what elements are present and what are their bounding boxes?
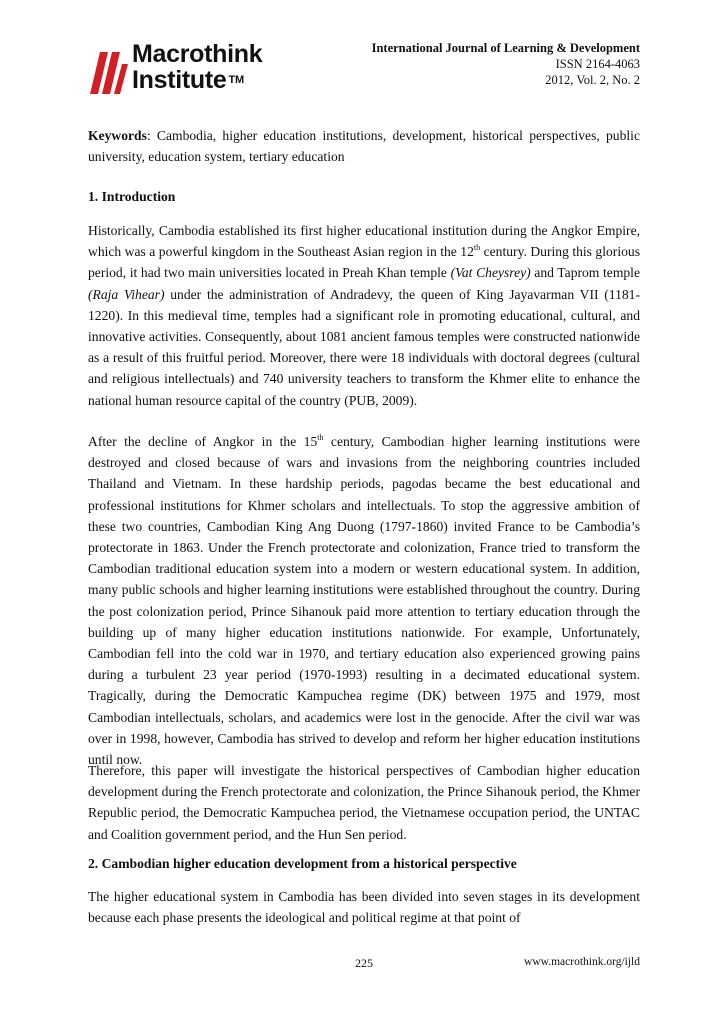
paragraph-1 (88, 220, 640, 411)
section-heading-2: 2. Cambodian higher education development from a historical perspective (88, 856, 517, 871)
journal-issn: ISSN 2164-4063 (555, 57, 640, 71)
p2-superscript: th (317, 433, 324, 442)
paragraph-3: Therefore, this paper will investigate the historical perspectives of Cambodian higher education development during the French protectorate and colonization, the Prince Sihanouk period, the Khmer Republic period, the Democratic Kampuchea period, the Vietnamese occupation period, the UNTAC and Coalition government period, and the Hun Sen period. (88, 763, 640, 842)
logo-line1: Macrothink (132, 40, 263, 68)
journal-issue: 2012, Vol. 2, No. 2 (545, 73, 640, 87)
p2-text-a: After the decline of Angkor in the 15 (88, 434, 318, 449)
page-number: 225 (355, 956, 373, 970)
p2-text-b: century, Cambodian higher learning institutions were destroyed and closed because of wars and invasions from the neighboring countries included Thailand and Vietnam. In these hardship periods, pagodas became the best educational and professional institutions for Khmer scholars and intellectuals. To stop the aggressive ambition of these two countries, Cambodian King Ang Duong (1797-1860) invited France to be Cambodia’s protectorate in 1863. Under the French protectorate and colonization, France tried to transform the Cambodian traditional education system into a modern or western educational system. In addition, many public schools and higher learning institutions were established throughout the country. During the post colonization period, Prince Sihanouk paid more attention to tertiary education through the building up of many higher education institutions nationwide. For example, Unfortunately, Cambodian fell into the cold war in 1970, and tertiary education also experienced growing pains during a turbulent 23 year period (1970-1993) resulting in a decimated educational system. Tragically, during the Democratic Kampuchea regime (DK) between 1975 and 1979, most Cambodian intellectuals, scholars, and academics were lost in the genocide. After the civil war was over in 1998, however, Cambodia has strived to develop and reform her higher education institutions until now. (88, 434, 640, 768)
logo-wordmark (132, 42, 262, 92)
keywords-text: : Cambodia, higher education institutions, development, historical perspectives, public university, education system, tertiary education (88, 128, 640, 165)
logo-line2: Institute (132, 66, 227, 94)
keywords (88, 125, 640, 167)
paragraph-4: The higher educational system in Cambodia has been divided into seven stages in its development because each phase presents the ideological and political regime at that point of (88, 889, 640, 926)
p1-italic-2: (Raja Vihear) (88, 286, 165, 302)
keywords-label: Keywords (88, 128, 147, 143)
journal-info (372, 40, 640, 88)
publisher-logo (88, 42, 288, 100)
p1-text-a: Historically, Cambodia established its first higher educational institution during the Angkor Empire, which was a powerful kingdom in the Southeast Asian region in the 12 (88, 223, 640, 260)
journal-title: International Journal of Learning & Development (371, 41, 640, 55)
p1-text-c: and Taprom temple (530, 265, 640, 281)
p1-italic-1: (Vat Cheysrey) (450, 265, 531, 281)
p1-text-d: under the administration of Andradevy, the queen of King Jayavarman VII (1181-1220). In this medieval time, temples had a significant role in promoting educational, cultural, and innovative activities. Consequently, about 1081 ancient famous temples were constructed nationwide as a result of this fruitful period. Moreover, there were 18 individuals with doctoral degrees (cultural and religious intellectuals) and 740 university teachers to transform the Khmer elite to enhance the national human resource capital of the country (PUB, 2009). (88, 286, 640, 408)
macrothink-logo-icon (88, 46, 132, 96)
logo-trademark: TM (228, 74, 244, 86)
p1-superscript: th (473, 243, 481, 253)
section-heading-introduction: 1. Introduction (88, 189, 176, 204)
paragraph-2 (88, 431, 640, 770)
footer-url: www.macrothink.org/ijld (524, 956, 640, 968)
p1-text-b: century. During this glorious period, it had two main universities located in Preah Khan temple (88, 244, 640, 281)
